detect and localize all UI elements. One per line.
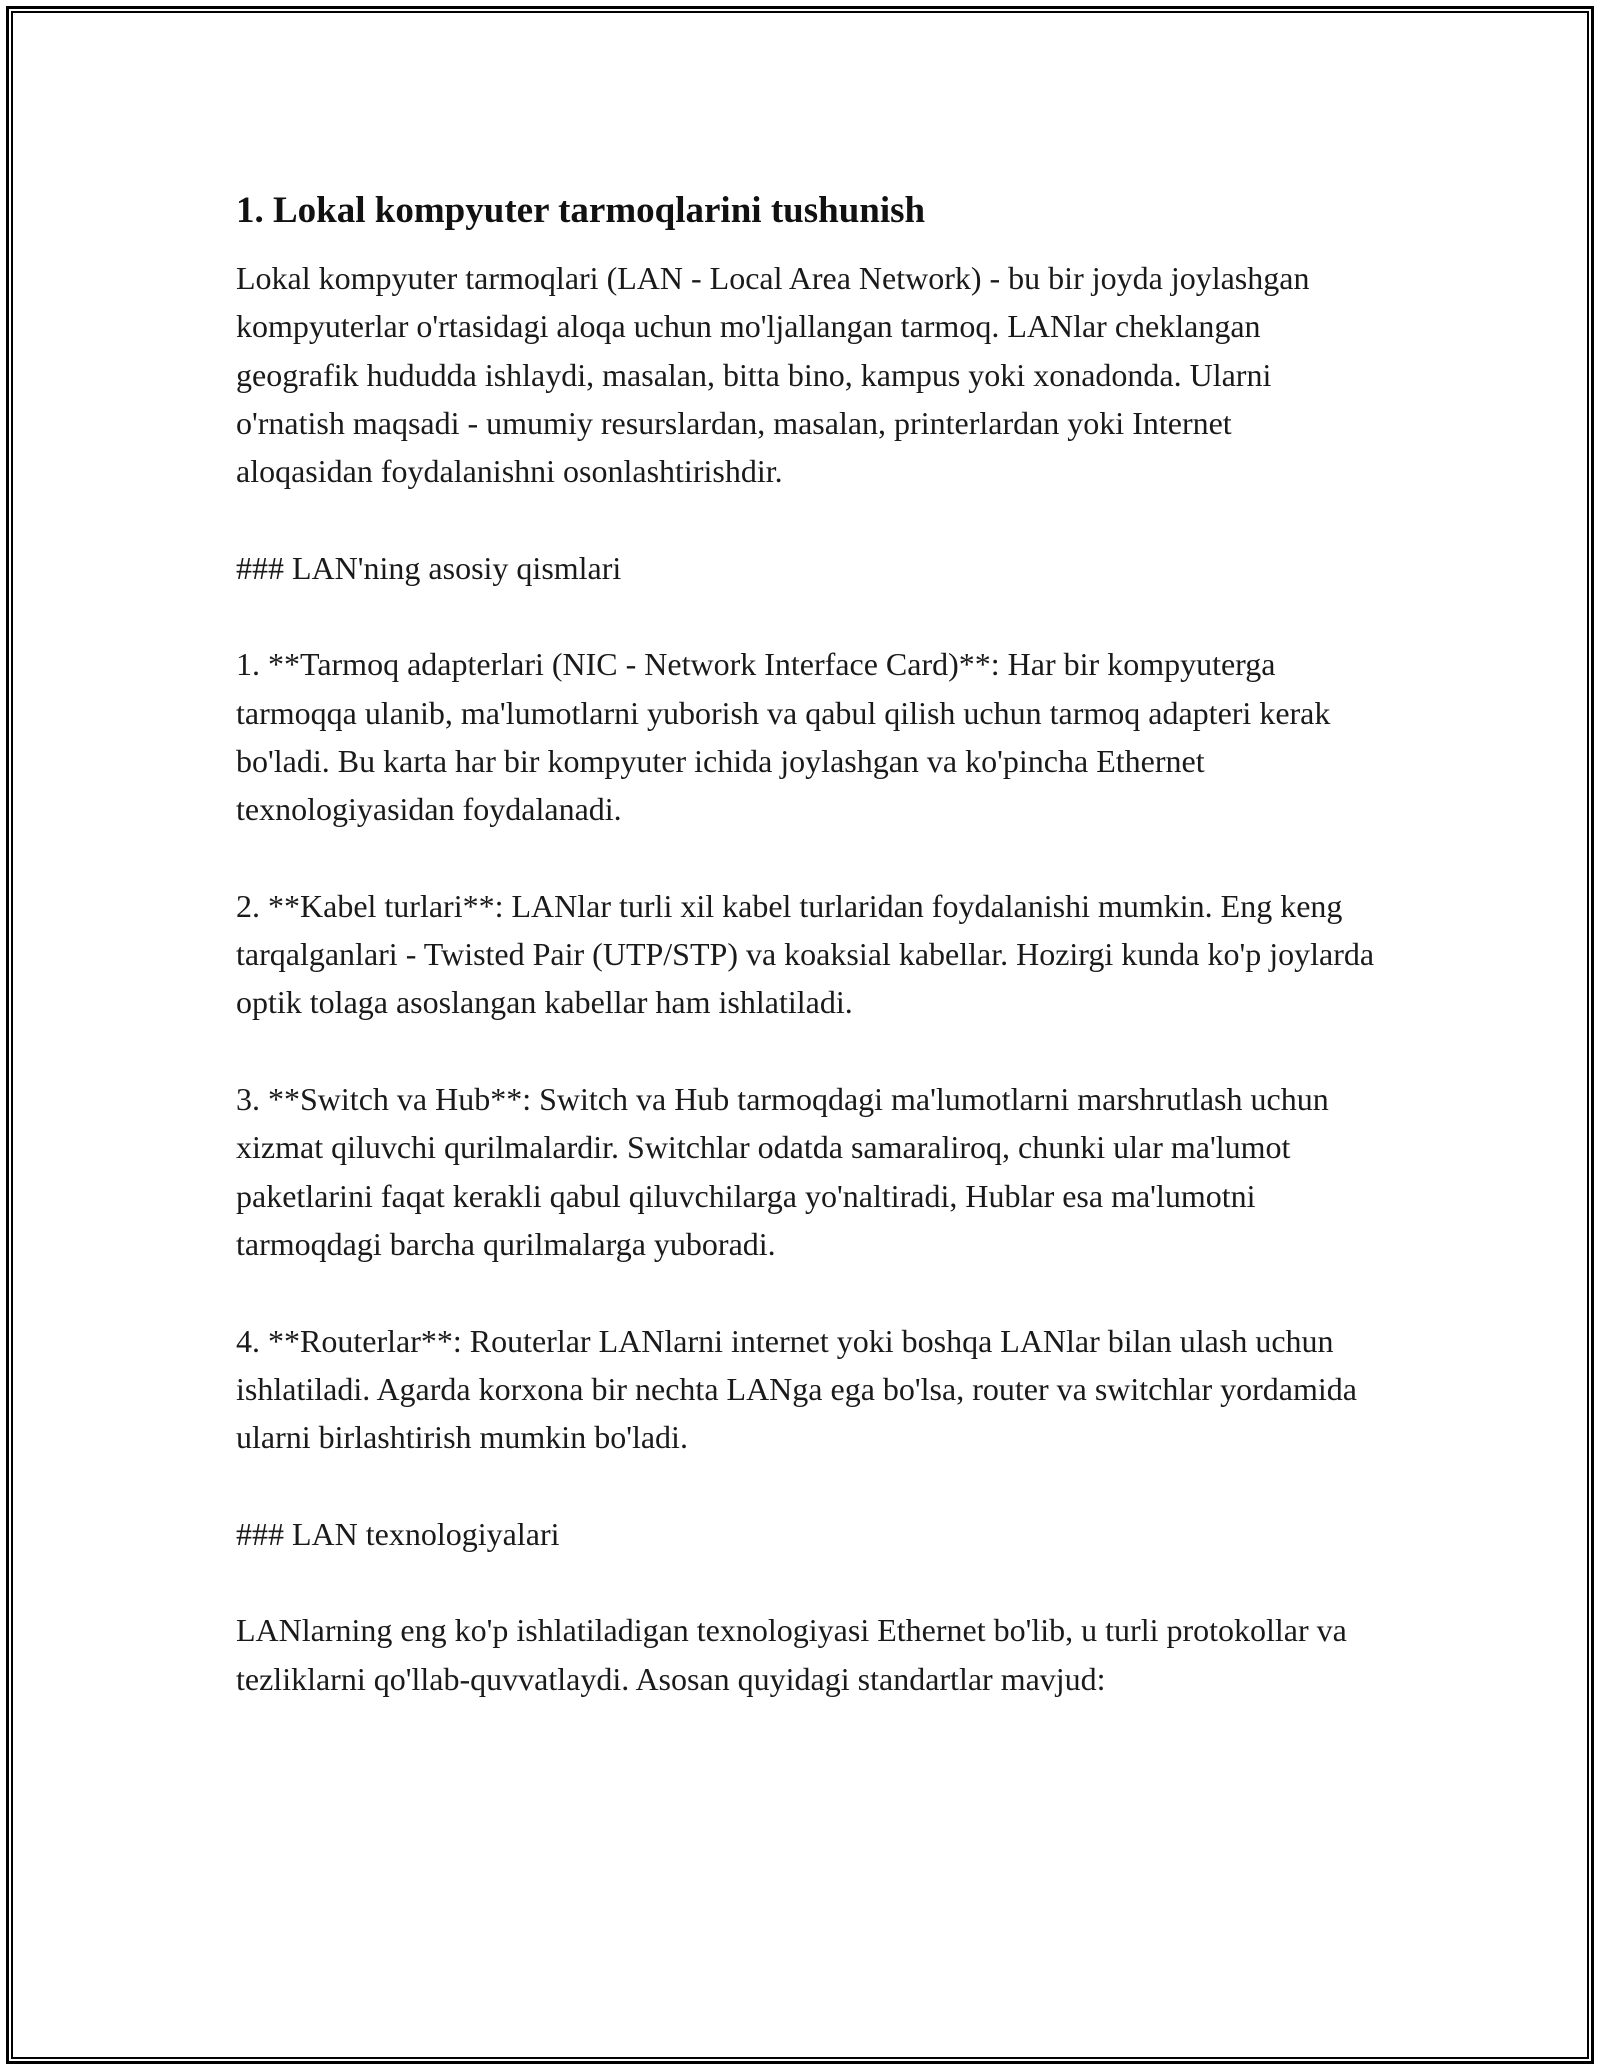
intro-paragraph: Lokal kompyuter tarmoqlari (LAN - Local Area Network) - bu bir joyda joylashgan kompyuterlar o'rtasidagi aloqa uchun mo'ljallangan tarmoq. LANlar cheklangan geografik hududda ishlaydi, masalan, bitta bino, kampus yoki xonadonda. Ularni o'rnatish maqsadi - umumiy resurslardan, masalan, printerlardan yoki Internet aloqasidan foydalanishni osonlashtirishdir. <box>236 260 1310 490</box>
list-item-nic: 1. **Tarmoq adapterlari (NIC - Network Interface Card)**: Har bir kompyuterga tarmoqqa ulanib, ma'lumotlarni yuborish va qabul qilish uchun tarmoq adapteri kerak bo'ladi. Bu karta har bir kompyuter ichida joylashgan va ko'pincha Ethernet texnologiyasidan foydalanadi. <box>236 646 1331 828</box>
section-heading-lan-parts: ### LAN'ning asosiy qismlari <box>236 549 622 586</box>
ethernet-paragraph: LANlarning eng ko'p ishlatiladigan texnologiyasi Ethernet bo'lib, u turli protokollar va tezliklarni qo'llab-quvvatlaydi. Asosan quyidagi standartlar mavjud: <box>236 1612 1347 1697</box>
document-body <box>236 186 1376 1703</box>
section-heading-lan-tech: ### LAN texnologiyalari <box>236 1515 560 1552</box>
list-item-routers: 4. **Routerlar**: Routerlar LANlarni internet yoki boshqa LANlar bilan ulash uchun ishlatiladi. Agarda korxona bir nechta LANga ega bo'lsa, router va switchlar yordamida ularni birlashtirish mumkin bo'ladi. <box>236 1322 1357 1456</box>
list-item-switch-hub: 3. **Switch va Hub**: Switch va Hub tarmoqdagi ma'lumotlarni marshrutlash uchun xizmat qiluvchi qurilmalardir. Switchlar odatda samaraliroq, chunki ular ma'lumot paketlarini faqat kerakli qabul qiluvchilarga yo'naltiradi, Hublar esa ma'lumotni tarmoqdagi barcha qurilmalarga yuboradi. <box>236 1081 1329 1262</box>
document-title: 1. Lokal kompyuter tarmoqlarini tushunish <box>236 190 926 231</box>
list-item-cables: 2. **Kabel turlari**: LANlar turli xil kabel turlaridan foydalanishi mumkin. Eng keng tarqalganlari - Twisted Pair (UTP/STP) va koaksial kabellar. Hozirgi kunda ko'p joylarda optik tolaga asoslangan kabellar ham ishlatiladi. <box>236 887 1375 1021</box>
